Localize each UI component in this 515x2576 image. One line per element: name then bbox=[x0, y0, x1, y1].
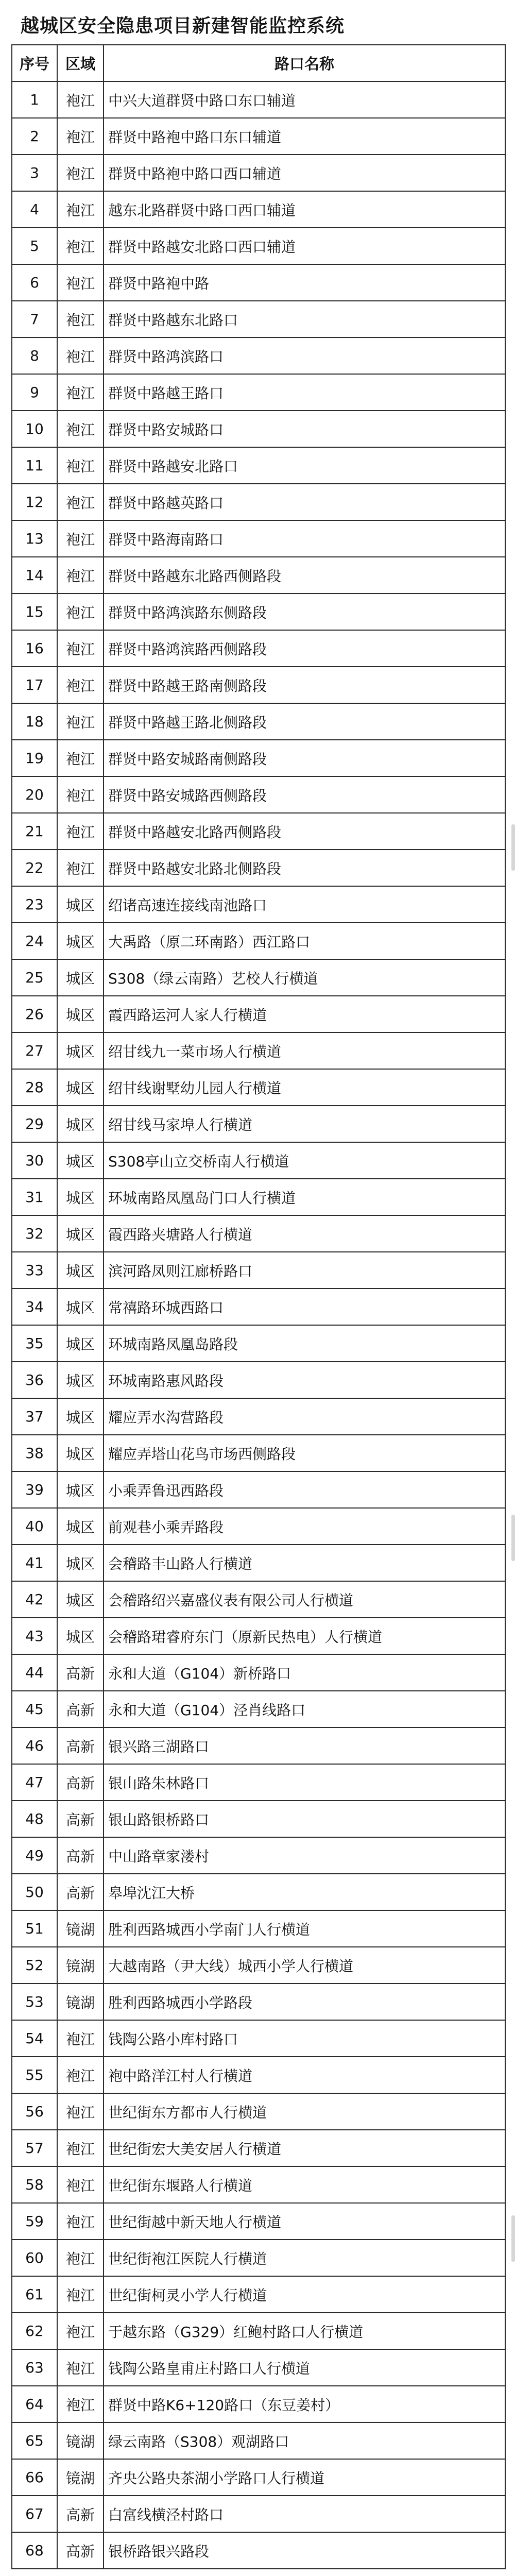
cell-area: 袍江 bbox=[57, 228, 104, 264]
cell-area: 城区 bbox=[57, 886, 104, 923]
table-row bbox=[12, 1362, 505, 1398]
table-row bbox=[12, 740, 505, 776]
cell-number: 60 bbox=[12, 2240, 57, 2276]
cell-area: 袍江 bbox=[57, 2057, 104, 2093]
cell-area: 袍江 bbox=[57, 374, 104, 411]
cell-area: 城区 bbox=[57, 923, 104, 959]
table-row bbox=[12, 2313, 505, 2349]
cell-intersection-name: 世纪街越中新天地人行横道 bbox=[104, 2203, 505, 2240]
cell-number: 47 bbox=[12, 1764, 57, 1801]
cell-number: 34 bbox=[12, 1289, 57, 1325]
cell-area: 袍江 bbox=[57, 703, 104, 740]
cell-area: 城区 bbox=[57, 1252, 104, 1289]
table-row bbox=[12, 1874, 505, 1910]
table-row bbox=[12, 1471, 505, 1508]
table-row bbox=[12, 337, 505, 374]
cell-intersection-name: 滨河路凤则江廊桥路口 bbox=[104, 1252, 505, 1289]
cell-intersection-name: 世纪街东方都市人行横道 bbox=[104, 2093, 505, 2130]
cell-number: 10 bbox=[12, 411, 57, 447]
scroll-indicator bbox=[511, 824, 515, 871]
cell-number: 16 bbox=[12, 630, 57, 667]
cell-intersection-name: 绍甘线马家埠人行横道 bbox=[104, 1106, 505, 1142]
cell-intersection-name: 银兴路三湖路口 bbox=[104, 1727, 505, 1764]
table-row bbox=[12, 2203, 505, 2240]
table-row bbox=[12, 630, 505, 667]
table-row bbox=[12, 2386, 505, 2422]
cell-area: 城区 bbox=[57, 1398, 104, 1435]
cell-area: 城区 bbox=[57, 1508, 104, 1545]
cell-area: 袍江 bbox=[57, 337, 104, 374]
cell-intersection-name: 永和大道（G104）泾肖线路口 bbox=[104, 1691, 505, 1727]
cell-intersection-name: 群贤中路鸿滨路口 bbox=[104, 337, 505, 374]
cell-intersection-name: 会稽路丰山路人行横道 bbox=[104, 1545, 505, 1581]
cell-intersection-name: 环城南路凤凰岛门口人行横道 bbox=[104, 1179, 505, 1215]
cell-area: 高新 bbox=[57, 1654, 104, 1691]
cell-intersection-name: 群贤中路越安北路口西口辅道 bbox=[104, 228, 505, 264]
cell-number: 55 bbox=[12, 2057, 57, 2093]
cell-intersection-name: 胜利西路城西小学路段 bbox=[104, 1984, 505, 2020]
table-row bbox=[12, 2020, 505, 2057]
table-row bbox=[12, 776, 505, 813]
cell-intersection-name: 会稽路珺睿府东门（原新民热电）人行横道 bbox=[104, 1618, 505, 1654]
cell-area: 袍江 bbox=[57, 2313, 104, 2349]
cell-area: 城区 bbox=[57, 1215, 104, 1252]
cell-number: 51 bbox=[12, 1910, 57, 1947]
header-name: 路口名称 bbox=[104, 45, 505, 81]
table-row bbox=[12, 813, 505, 850]
cell-intersection-name: 环城南路惠风路段 bbox=[104, 1362, 505, 1398]
cell-area: 高新 bbox=[57, 1691, 104, 1727]
cell-area: 袍江 bbox=[57, 81, 104, 118]
cell-number: 27 bbox=[12, 1032, 57, 1069]
cell-number: 15 bbox=[12, 594, 57, 630]
cell-area: 袍江 bbox=[57, 301, 104, 337]
table-row bbox=[12, 2532, 505, 2569]
cell-number: 35 bbox=[12, 1325, 57, 1362]
cell-number: 26 bbox=[12, 996, 57, 1032]
cell-area: 袍江 bbox=[57, 264, 104, 301]
table-body bbox=[12, 81, 505, 2569]
cell-number: 45 bbox=[12, 1691, 57, 1727]
cell-intersection-name: 银桥路银兴路段 bbox=[104, 2532, 505, 2569]
cell-area: 袍江 bbox=[57, 155, 104, 191]
table-row bbox=[12, 1325, 505, 1362]
cell-number: 50 bbox=[12, 1874, 57, 1910]
intersection-table bbox=[11, 44, 506, 2569]
cell-area: 城区 bbox=[57, 1471, 104, 1508]
cell-number: 11 bbox=[12, 447, 57, 484]
cell-number: 23 bbox=[12, 886, 57, 923]
cell-area: 城区 bbox=[57, 1179, 104, 1215]
cell-intersection-name: 绿云南路（S308）观湖路口 bbox=[104, 2422, 505, 2459]
cell-number: 2 bbox=[12, 118, 57, 155]
header-no: 序号 bbox=[12, 45, 57, 81]
table-row bbox=[12, 959, 505, 996]
table-row bbox=[12, 1508, 505, 1545]
cell-number: 24 bbox=[12, 923, 57, 959]
table-row bbox=[12, 2166, 505, 2203]
cell-area: 袍江 bbox=[57, 520, 104, 557]
table-row bbox=[12, 1435, 505, 1471]
cell-number: 57 bbox=[12, 2130, 57, 2166]
cell-area: 袍江 bbox=[57, 2386, 104, 2422]
cell-area: 袍江 bbox=[57, 2349, 104, 2386]
cell-intersection-name: 胜利西路城西小学南门人行横道 bbox=[104, 1910, 505, 1947]
table-row bbox=[12, 1654, 505, 1691]
cell-area: 袍江 bbox=[57, 484, 104, 520]
cell-intersection-name: S308亭山立交桥南人行横道 bbox=[104, 1142, 505, 1179]
cell-number: 41 bbox=[12, 1545, 57, 1581]
cell-number: 29 bbox=[12, 1106, 57, 1142]
cell-number: 67 bbox=[12, 2496, 57, 2532]
table-row bbox=[12, 996, 505, 1032]
table-row bbox=[12, 447, 505, 484]
cell-number: 7 bbox=[12, 301, 57, 337]
cell-area: 城区 bbox=[57, 1032, 104, 1069]
cell-intersection-name: 群贤中路越英路口 bbox=[104, 484, 505, 520]
table-row bbox=[12, 2459, 505, 2496]
cell-intersection-name: 群贤中路安城路口 bbox=[104, 411, 505, 447]
cell-number: 63 bbox=[12, 2349, 57, 2386]
cell-intersection-name: 常禧路环城西路口 bbox=[104, 1289, 505, 1325]
table-row bbox=[12, 1215, 505, 1252]
cell-intersection-name: 银山路朱林路口 bbox=[104, 1764, 505, 1801]
cell-intersection-name: 世纪街袍江医院人行横道 bbox=[104, 2240, 505, 2276]
cell-area: 城区 bbox=[57, 1106, 104, 1142]
cell-number: 36 bbox=[12, 1362, 57, 1398]
cell-intersection-name: 钱陶公路小库村路口 bbox=[104, 2020, 505, 2057]
cell-number: 66 bbox=[12, 2459, 57, 2496]
table-row bbox=[12, 1142, 505, 1179]
cell-intersection-name: 群贤中路海南路口 bbox=[104, 520, 505, 557]
table-row bbox=[12, 667, 505, 703]
cell-intersection-name: 中山路章家溇村 bbox=[104, 1837, 505, 1874]
cell-area: 城区 bbox=[57, 1581, 104, 1618]
cell-area: 高新 bbox=[57, 1764, 104, 1801]
cell-intersection-name: 群贤中路越东北路西侧路段 bbox=[104, 557, 505, 594]
cell-intersection-name: 前观巷小乘弄路段 bbox=[104, 1508, 505, 1545]
cell-intersection-name: 于越东路（G329）红鲍村路口人行横道 bbox=[104, 2313, 505, 2349]
table-row bbox=[12, 484, 505, 520]
cell-number: 18 bbox=[12, 703, 57, 740]
table-row bbox=[12, 1106, 505, 1142]
cell-intersection-name: 群贤中路鸿滨路东侧路段 bbox=[104, 594, 505, 630]
table-row bbox=[12, 301, 505, 337]
cell-number: 56 bbox=[12, 2093, 57, 2130]
cell-intersection-name: 群贤中路袍中路 bbox=[104, 264, 505, 301]
cell-number: 43 bbox=[12, 1618, 57, 1654]
cell-area: 袍江 bbox=[57, 776, 104, 813]
cell-number: 49 bbox=[12, 1837, 57, 1874]
cell-number: 39 bbox=[12, 1471, 57, 1508]
cell-number: 61 bbox=[12, 2276, 57, 2313]
cell-number: 1 bbox=[12, 81, 57, 118]
cell-intersection-name: 钱陶公路皇甫庄村路口人行横道 bbox=[104, 2349, 505, 2386]
cell-intersection-name: 霞西路夹塘路人行横道 bbox=[104, 1215, 505, 1252]
table-row bbox=[12, 2496, 505, 2532]
cell-intersection-name: 群贤中路袍中路口东口辅道 bbox=[104, 118, 505, 155]
cell-intersection-name: 群贤中路越安北路北侧路段 bbox=[104, 850, 505, 886]
table-row bbox=[12, 1618, 505, 1654]
cell-area: 高新 bbox=[57, 1727, 104, 1764]
cell-number: 31 bbox=[12, 1179, 57, 1215]
cell-area: 袍江 bbox=[57, 2203, 104, 2240]
cell-intersection-name: 银山路银桥路口 bbox=[104, 1801, 505, 1837]
cell-number: 20 bbox=[12, 776, 57, 813]
table-row bbox=[12, 155, 505, 191]
cell-intersection-name: 群贤中路安城路南侧路段 bbox=[104, 740, 505, 776]
cell-number: 4 bbox=[12, 191, 57, 228]
cell-intersection-name: 中兴大道群贤中路口东口辅道 bbox=[104, 81, 505, 118]
cell-area: 高新 bbox=[57, 1874, 104, 1910]
table-row bbox=[12, 2276, 505, 2313]
cell-number: 28 bbox=[12, 1069, 57, 1106]
cell-number: 46 bbox=[12, 1727, 57, 1764]
table-row bbox=[12, 374, 505, 411]
cell-intersection-name: 绍甘线谢墅幼儿园人行横道 bbox=[104, 1069, 505, 1106]
table-row bbox=[12, 2130, 505, 2166]
table-row bbox=[12, 1910, 505, 1947]
cell-intersection-name: 会稽路绍兴嘉盛仪表有限公司人行横道 bbox=[104, 1581, 505, 1618]
cell-intersection-name: 大禹路（原二环南路）西江路口 bbox=[104, 923, 505, 959]
cell-area: 袍江 bbox=[57, 2166, 104, 2203]
table-row bbox=[12, 1289, 505, 1325]
table-header-row bbox=[12, 45, 505, 81]
cell-intersection-name: 环城南路凤凰岛路段 bbox=[104, 1325, 505, 1362]
header-area: 区域 bbox=[57, 45, 104, 81]
table-row bbox=[12, 1727, 505, 1764]
table-row bbox=[12, 191, 505, 228]
cell-area: 城区 bbox=[57, 1069, 104, 1106]
table-row bbox=[12, 1398, 505, 1435]
cell-number: 68 bbox=[12, 2532, 57, 2569]
cell-intersection-name: 小乘弄鲁迅西路段 bbox=[104, 1471, 505, 1508]
cell-intersection-name: 白富线横泾村路口 bbox=[104, 2496, 505, 2532]
cell-intersection-name: 群贤中路越王路南侧路段 bbox=[104, 667, 505, 703]
table-row bbox=[12, 1252, 505, 1289]
table-row bbox=[12, 520, 505, 557]
table-row bbox=[12, 264, 505, 301]
table-row bbox=[12, 2349, 505, 2386]
cell-area: 高新 bbox=[57, 2496, 104, 2532]
cell-number: 32 bbox=[12, 1215, 57, 1252]
cell-number: 19 bbox=[12, 740, 57, 776]
cell-area: 袍江 bbox=[57, 667, 104, 703]
cell-area: 袍江 bbox=[57, 2093, 104, 2130]
cell-area: 镜湖 bbox=[57, 1947, 104, 1984]
cell-area: 高新 bbox=[57, 1837, 104, 1874]
cell-area: 城区 bbox=[57, 1435, 104, 1471]
table-row bbox=[12, 2240, 505, 2276]
cell-number: 52 bbox=[12, 1947, 57, 1984]
cell-area: 城区 bbox=[57, 996, 104, 1032]
cell-intersection-name: 耀应弄水沟营路段 bbox=[104, 1398, 505, 1435]
cell-number: 30 bbox=[12, 1142, 57, 1179]
table-row bbox=[12, 1032, 505, 1069]
cell-intersection-name: 越东北路群贤中路口西口辅道 bbox=[104, 191, 505, 228]
cell-area: 镜湖 bbox=[57, 2459, 104, 2496]
cell-intersection-name: S308（绿云南路）艺校人行横道 bbox=[104, 959, 505, 996]
cell-number: 42 bbox=[12, 1581, 57, 1618]
cell-intersection-name: 耀应弄塔山花鸟市场西侧路段 bbox=[104, 1435, 505, 1471]
table-row bbox=[12, 1984, 505, 2020]
cell-intersection-name: 绍诸高速连接线南池路口 bbox=[104, 886, 505, 923]
cell-area: 袍江 bbox=[57, 411, 104, 447]
cell-number: 64 bbox=[12, 2386, 57, 2422]
cell-area: 袍江 bbox=[57, 191, 104, 228]
scroll-indicator bbox=[511, 1515, 515, 1561]
cell-area: 袍江 bbox=[57, 118, 104, 155]
cell-intersection-name: 群贤中路越东北路口 bbox=[104, 301, 505, 337]
cell-intersection-name: 群贤中路安城路西侧路段 bbox=[104, 776, 505, 813]
cell-area: 城区 bbox=[57, 1362, 104, 1398]
cell-number: 44 bbox=[12, 1654, 57, 1691]
cell-area: 镜湖 bbox=[57, 2422, 104, 2459]
cell-number: 14 bbox=[12, 557, 57, 594]
cell-area: 城区 bbox=[57, 1289, 104, 1325]
cell-intersection-name: 永和大道（G104）新桥路口 bbox=[104, 1654, 505, 1691]
cell-intersection-name: 群贤中路越安北路西侧路段 bbox=[104, 813, 505, 850]
table-row bbox=[12, 1947, 505, 1984]
table-row bbox=[12, 923, 505, 959]
table-row bbox=[12, 411, 505, 447]
cell-area: 袍江 bbox=[57, 2276, 104, 2313]
cell-area: 袍江 bbox=[57, 850, 104, 886]
table-row bbox=[12, 1691, 505, 1727]
table-row bbox=[12, 1545, 505, 1581]
cell-number: 25 bbox=[12, 959, 57, 996]
cell-area: 高新 bbox=[57, 1801, 104, 1837]
table-row bbox=[12, 1837, 505, 1874]
cell-area: 城区 bbox=[57, 1545, 104, 1581]
cell-number: 22 bbox=[12, 850, 57, 886]
cell-area: 袍江 bbox=[57, 557, 104, 594]
cell-intersection-name: 世纪街柯灵小学人行横道 bbox=[104, 2276, 505, 2313]
cell-intersection-name: 霞西路运河人家人行横道 bbox=[104, 996, 505, 1032]
cell-area: 袍江 bbox=[57, 740, 104, 776]
table-row bbox=[12, 1801, 505, 1837]
cell-intersection-name: 群贤中路越王路口 bbox=[104, 374, 505, 411]
cell-area: 袍江 bbox=[57, 630, 104, 667]
cell-intersection-name: 群贤中路越王路北侧路段 bbox=[104, 703, 505, 740]
table-row bbox=[12, 886, 505, 923]
cell-number: 8 bbox=[12, 337, 57, 374]
cell-intersection-name: 群贤中路越安北路口 bbox=[104, 447, 505, 484]
cell-area: 城区 bbox=[57, 1325, 104, 1362]
cell-number: 58 bbox=[12, 2166, 57, 2203]
table-row bbox=[12, 557, 505, 594]
cell-number: 9 bbox=[12, 374, 57, 411]
cell-number: 48 bbox=[12, 1801, 57, 1837]
cell-area: 镜湖 bbox=[57, 1984, 104, 2020]
cell-area: 城区 bbox=[57, 1142, 104, 1179]
scroll-indicator bbox=[511, 2215, 515, 2262]
cell-number: 65 bbox=[12, 2422, 57, 2459]
cell-number: 53 bbox=[12, 1984, 57, 2020]
table-row bbox=[12, 1764, 505, 1801]
cell-number: 54 bbox=[12, 2020, 57, 2057]
cell-number: 17 bbox=[12, 667, 57, 703]
page-title: 越城区安全隐患项目新建智能监控系统 bbox=[21, 15, 345, 37]
table-row bbox=[12, 1069, 505, 1106]
cell-number: 5 bbox=[12, 228, 57, 264]
cell-intersection-name: 世纪街宏大美安居人行横道 bbox=[104, 2130, 505, 2166]
table-row bbox=[12, 118, 505, 155]
table-row bbox=[12, 1179, 505, 1215]
cell-intersection-name: 群贤中路袍中路口西口辅道 bbox=[104, 155, 505, 191]
cell-intersection-name: 皋埠沈江大桥 bbox=[104, 1874, 505, 1910]
table-row bbox=[12, 1581, 505, 1618]
cell-area: 袍江 bbox=[57, 2240, 104, 2276]
cell-area: 城区 bbox=[57, 959, 104, 996]
cell-number: 3 bbox=[12, 155, 57, 191]
cell-area: 袍江 bbox=[57, 447, 104, 484]
table-row bbox=[12, 594, 505, 630]
table-row bbox=[12, 2422, 505, 2459]
table-row bbox=[12, 850, 505, 886]
cell-number: 13 bbox=[12, 520, 57, 557]
cell-area: 镜湖 bbox=[57, 1910, 104, 1947]
table-row bbox=[12, 2057, 505, 2093]
cell-area: 高新 bbox=[57, 2532, 104, 2569]
cell-area: 袍江 bbox=[57, 813, 104, 850]
cell-area: 袍江 bbox=[57, 594, 104, 630]
cell-intersection-name: 齐央公路央茶湖小学路口人行横道 bbox=[104, 2459, 505, 2496]
cell-number: 37 bbox=[12, 1398, 57, 1435]
cell-area: 袍江 bbox=[57, 2020, 104, 2057]
cell-intersection-name: 袍中路洋江村人行横道 bbox=[104, 2057, 505, 2093]
table-row bbox=[12, 81, 505, 118]
cell-number: 6 bbox=[12, 264, 57, 301]
cell-area: 城区 bbox=[57, 1618, 104, 1654]
table-row bbox=[12, 2093, 505, 2130]
cell-intersection-name: 世纪街东堰路人行横道 bbox=[104, 2166, 505, 2203]
cell-number: 38 bbox=[12, 1435, 57, 1471]
cell-number: 59 bbox=[12, 2203, 57, 2240]
cell-number: 12 bbox=[12, 484, 57, 520]
cell-number: 62 bbox=[12, 2313, 57, 2349]
cell-intersection-name: 群贤中路鸿滨路西侧路段 bbox=[104, 630, 505, 667]
cell-intersection-name: 群贤中路K6+120路口（东豆姜村） bbox=[104, 2386, 505, 2422]
cell-number: 33 bbox=[12, 1252, 57, 1289]
cell-intersection-name: 大越南路（尹大线）城西小学人行横道 bbox=[104, 1947, 505, 1984]
table-row bbox=[12, 703, 505, 740]
cell-intersection-name: 绍甘线九一菜市场人行横道 bbox=[104, 1032, 505, 1069]
cell-number: 40 bbox=[12, 1508, 57, 1545]
cell-area: 袍江 bbox=[57, 2130, 104, 2166]
cell-number: 21 bbox=[12, 813, 57, 850]
table-row bbox=[12, 228, 505, 264]
